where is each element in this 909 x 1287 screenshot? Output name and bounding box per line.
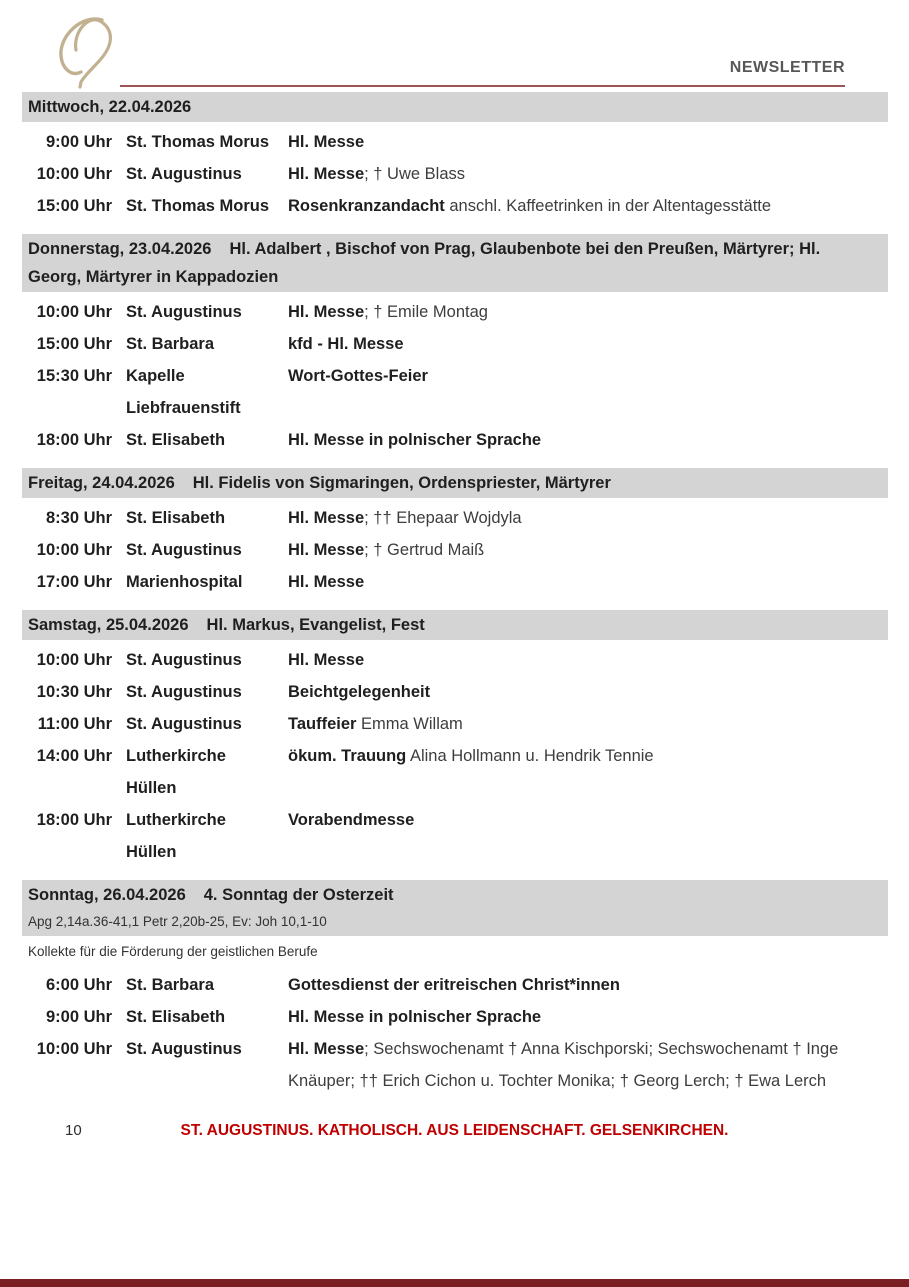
event-row: [28, 1001, 888, 1033]
day-section: [22, 234, 888, 462]
header-rule: [120, 85, 845, 87]
day-feast-title: Hl. Fidelis von Sigmaringen, Ordenspriester, Märtyrer: [192, 474, 611, 492]
day-rows: [22, 965, 888, 1103]
event-location: Marienhospital: [126, 573, 243, 591]
event-time: 10:00 Uhr: [36, 541, 112, 559]
day-feast-title: Hl. Adalbert , Bischof von Prag, Glaubenbote bei den Preußen, Märtyrer; Hl. Georg, Märtyrer in Kappadozien: [28, 240, 821, 286]
event-row: [28, 126, 888, 158]
event-description: [288, 676, 888, 708]
day-date: Samstag, 25.04.2026: [28, 616, 189, 634]
page-number: 10: [65, 1122, 82, 1139]
day-rows: [22, 498, 888, 604]
event-time: 14:00 Uhr: [36, 747, 112, 765]
event-name: Beichtgelegenheit: [288, 683, 431, 701]
day-header-bar: [22, 92, 888, 122]
event-time: 9:00 Uhr: [45, 1008, 112, 1026]
event-location: Kapelle Liebfrauenstift: [126, 367, 241, 417]
event-row: [28, 644, 888, 676]
event-detail: ; † Emile Montag: [364, 303, 488, 321]
schedule: [22, 92, 888, 1103]
event-location: St. Thomas Morus: [126, 133, 270, 151]
event-description: [288, 740, 888, 804]
event-location: Lutherkirche Hüllen: [126, 811, 226, 861]
event-description: [288, 804, 888, 868]
event-description: [288, 566, 888, 598]
day-date: Mittwoch, 22.04.2026: [28, 98, 192, 116]
event-name: Hl. Messe: [288, 651, 365, 669]
event-time: 10:00 Uhr: [36, 303, 112, 321]
event-time: 15:30 Uhr: [36, 367, 112, 385]
event-location: St. Augustinus: [126, 651, 242, 669]
heart-logo-icon: [50, 10, 124, 97]
event-time: 15:00 Uhr: [36, 197, 112, 215]
day-section: [22, 468, 888, 604]
event-row: [28, 424, 888, 456]
event-detail: ; Sechswochenamt † Anna Kischporski; Sechswochenamt † Inge Knäuper; †† Erich Cichon u. Tochter Monika; † Georg Lerch; † Ewa Lerch: [288, 1040, 839, 1090]
event-location: Lutherkirche Hüllen: [126, 747, 226, 797]
event-row: [28, 708, 888, 740]
day-header-bar: [22, 880, 888, 936]
event-description: [288, 534, 888, 566]
event-description: [288, 424, 888, 456]
event-name: Hl. Messe: [288, 165, 365, 183]
event-description: [288, 328, 888, 360]
event-detail: Emma Willam: [356, 715, 463, 733]
day-rows: [22, 122, 888, 228]
event-name: Hl. Messe: [288, 133, 365, 151]
event-time: 18:00 Uhr: [36, 811, 112, 829]
event-row: [28, 328, 888, 360]
day-header-bar: [22, 468, 888, 498]
day-header-bar: [22, 234, 888, 292]
event-description: [288, 1001, 888, 1033]
day-section: [22, 92, 888, 228]
event-time: 18:00 Uhr: [36, 431, 112, 449]
event-description: [288, 644, 888, 676]
event-description: [288, 158, 888, 190]
event-row: [28, 502, 888, 534]
event-name: Hl. Messe: [288, 1040, 365, 1058]
page-footer: [0, 1119, 909, 1149]
event-row: [28, 158, 888, 190]
event-name: Hl. Messe in polnischer Sprache: [288, 1008, 542, 1026]
event-name: Hl. Messe: [288, 509, 365, 527]
day-lectionary: Apg 2,14a.36-41,1 Petr 2,20b-25, Ev: Joh 10,1-10: [28, 914, 327, 929]
event-location: St. Thomas Morus: [126, 197, 270, 215]
event-row: [28, 676, 888, 708]
event-name: Wort-Gottes-Feier: [288, 367, 428, 385]
event-detail: Alina Hollmann u. Hendrik Tennie: [406, 747, 654, 765]
day-rows: [22, 292, 888, 462]
event-time: 10:00 Uhr: [36, 1040, 112, 1058]
event-detail: ; † Uwe Blass: [364, 165, 465, 183]
event-row: [28, 534, 888, 566]
event-description: [288, 502, 888, 534]
event-row: [28, 296, 888, 328]
page-header: [0, 0, 909, 92]
event-location: St. Augustinus: [126, 1040, 242, 1058]
day-feast-title: 4. Sonntag der Osterzeit: [203, 886, 394, 904]
event-time: 17:00 Uhr: [36, 573, 112, 591]
day-date: Donnerstag, 23.04.2026: [28, 240, 212, 258]
event-description: [288, 969, 888, 1001]
collection-note: Kollekte für die Förderung der geistlichen Berufe: [28, 944, 318, 959]
event-location: St. Barbara: [126, 976, 215, 994]
day-feast-title: Hl. Markus, Evangelist, Fest: [206, 616, 425, 634]
event-time: 10:00 Uhr: [36, 651, 112, 669]
event-row: [28, 566, 888, 598]
event-location: St. Augustinus: [126, 541, 242, 559]
day-section: [22, 610, 888, 874]
event-description: [288, 296, 888, 328]
bottom-color-bar: [0, 1279, 909, 1287]
footer-slogan: ST. AUGUSTINUS. KATHOLISCH. AUS LEIDENSCHAFT. GELSENKIRCHEN.: [180, 1122, 729, 1139]
newsletter-title: NEWSLETTER: [729, 59, 845, 76]
event-row: [28, 360, 888, 424]
event-name: kfd - Hl. Messe: [288, 335, 404, 353]
event-name: Gottesdienst der eritreischen Christ*innen: [288, 976, 620, 994]
event-name: Hl. Messe: [288, 573, 365, 591]
event-time: 10:30 Uhr: [36, 683, 112, 701]
event-name: Hl. Messe in polnischer Sprache: [288, 431, 542, 449]
event-name: Hl. Messe: [288, 541, 365, 559]
event-description: [288, 190, 888, 222]
event-name: ökum. Trauung: [288, 747, 407, 765]
event-location: St. Elisabeth: [126, 1008, 226, 1026]
event-time: 8:30 Uhr: [45, 509, 112, 527]
event-name: Tauffeier: [288, 715, 357, 733]
event-description: [288, 126, 888, 158]
event-name: Rosenkranzandacht: [288, 197, 445, 215]
event-row: [28, 804, 888, 868]
event-time: 10:00 Uhr: [36, 165, 112, 183]
event-time: 9:00 Uhr: [45, 133, 112, 151]
event-description: [288, 1033, 888, 1097]
day-date: Sonntag, 26.04.2026: [28, 886, 186, 904]
event-time: 11:00 Uhr: [37, 715, 112, 733]
event-location: St. Augustinus: [126, 683, 242, 701]
event-detail: ; † Gertrud Maiß: [364, 541, 485, 559]
event-name: Vorabendmesse: [288, 811, 415, 829]
event-name: Hl. Messe: [288, 303, 365, 321]
event-location: St. Augustinus: [126, 303, 242, 321]
event-row: [28, 969, 888, 1001]
event-location: St. Elisabeth: [126, 431, 226, 449]
event-description: [288, 708, 888, 740]
event-location: St. Barbara: [126, 335, 215, 353]
event-time: 15:00 Uhr: [36, 335, 112, 353]
day-header-bar: [22, 610, 888, 640]
day-date: Freitag, 24.04.2026: [28, 474, 175, 492]
event-location: St. Elisabeth: [126, 509, 226, 527]
event-detail: ; †† Ehepaar Wojdyla: [364, 509, 522, 527]
event-row: [28, 1033, 888, 1097]
event-description: [288, 360, 888, 424]
event-location: St. Augustinus: [126, 165, 242, 183]
event-time: 6:00 Uhr: [45, 976, 112, 994]
day-rows: [22, 640, 888, 874]
event-row: [28, 740, 888, 804]
day-section: [22, 880, 888, 1103]
event-detail: anschl. Kaffeetrinken in der Altentagesstätte: [444, 197, 772, 215]
event-location: St. Augustinus: [126, 715, 242, 733]
event-row: [28, 190, 888, 222]
